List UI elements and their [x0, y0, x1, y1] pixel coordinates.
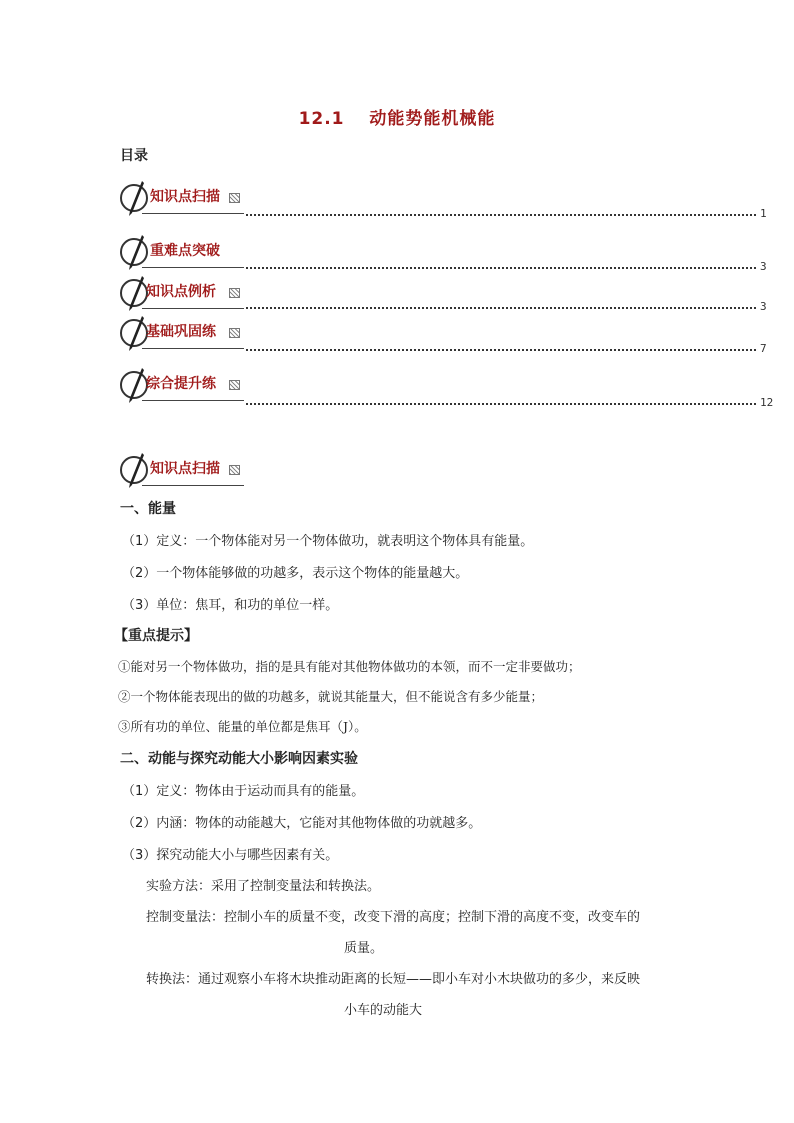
toc-page-3[interactable]: 3	[760, 300, 767, 313]
toc-leader-3	[246, 299, 756, 309]
sec1-item-2: （2）一个物体能够做的功越多，表示这个物体的能量越大。	[122, 566, 469, 581]
toc-leader-2	[246, 259, 756, 269]
toc-badge-5[interactable]	[120, 370, 244, 402]
toc-label-2: 重难点突破	[150, 243, 220, 259]
sec2-item-1: （1）定义：物体由于运动而具有的能量。	[122, 784, 365, 799]
sec1-item-3: （3）单位：焦耳，和功的单位一样。	[122, 598, 339, 613]
toc-badge-4[interactable]	[120, 318, 244, 350]
document-title: 12.1 动能势能机械能	[298, 109, 496, 129]
section-mark-icon	[229, 193, 240, 203]
toc-heading: 目录	[120, 148, 148, 164]
toc-page-4[interactable]: 7	[760, 342, 767, 355]
toc-badge-2[interactable]	[120, 237, 244, 269]
toc-leader-4	[246, 341, 756, 351]
sec1-item-1: （1）定义：一个物体能对另一个物体做功，就表明这个物体具有能量。	[122, 534, 534, 549]
toc-badge-1[interactable]	[120, 183, 244, 215]
experiment-method: 实验方法：采用了控制变量法和转换法。	[146, 879, 381, 894]
toc-badge-3[interactable]	[120, 278, 244, 310]
control-variable-line-2: 质量。	[344, 941, 384, 956]
conversion-line-2: 小车的动能大	[344, 1003, 423, 1018]
section-mark-icon	[229, 328, 240, 338]
tip-1: ①能对另一个物体做功，指的是具有能对其他物体做功的本领，而不一定非要做功；	[118, 659, 581, 674]
toc-leader-5	[246, 395, 756, 405]
toc-label-4: 基础巩固练	[146, 324, 216, 340]
sec2-item-2: （2）内涵：物体的动能越大，它能对其他物体做的功就越多。	[122, 816, 482, 831]
section-1-heading: 一、能量	[120, 501, 176, 517]
toc-page-1[interactable]: 1	[760, 207, 767, 220]
section-2-heading: 二、动能与探究动能大小影响因素实验	[120, 751, 358, 767]
toc-page-5[interactable]: 12	[760, 396, 774, 409]
control-variable-line-1: 控制变量法：控制小车的质量不变，改变下滑的高度；控制下滑的高度不变，改变车的	[146, 910, 641, 925]
toc-label-3: 知识点例析	[146, 284, 216, 300]
toc-label-5: 综合提升练	[146, 376, 216, 392]
tip-3: ③所有功的单位、能量的单位都是焦耳（J）。	[118, 719, 367, 734]
section-badge	[120, 455, 244, 487]
section-mark-icon	[229, 288, 240, 298]
tip-2: ②一个物体能表现出的做的功越多，就说其能量大，但不能说含有多少能量；	[118, 689, 544, 704]
toc-page-2[interactable]: 3	[760, 260, 767, 273]
sec2-item-3: （3）探究动能大小与哪些因素有关。	[122, 848, 339, 863]
conversion-line-1: 转换法：通过观察小车将木块推动距离的长短——即小车对小木块做功的多少，来反映	[146, 972, 641, 987]
toc-label-1: 知识点扫描	[150, 189, 220, 205]
section-badge-label: 知识点扫描	[150, 461, 220, 477]
section-mark-icon	[229, 465, 240, 475]
tip-heading: 【重点提示】	[114, 628, 198, 644]
section-mark-icon	[229, 380, 240, 390]
toc-leader-1	[246, 206, 756, 216]
